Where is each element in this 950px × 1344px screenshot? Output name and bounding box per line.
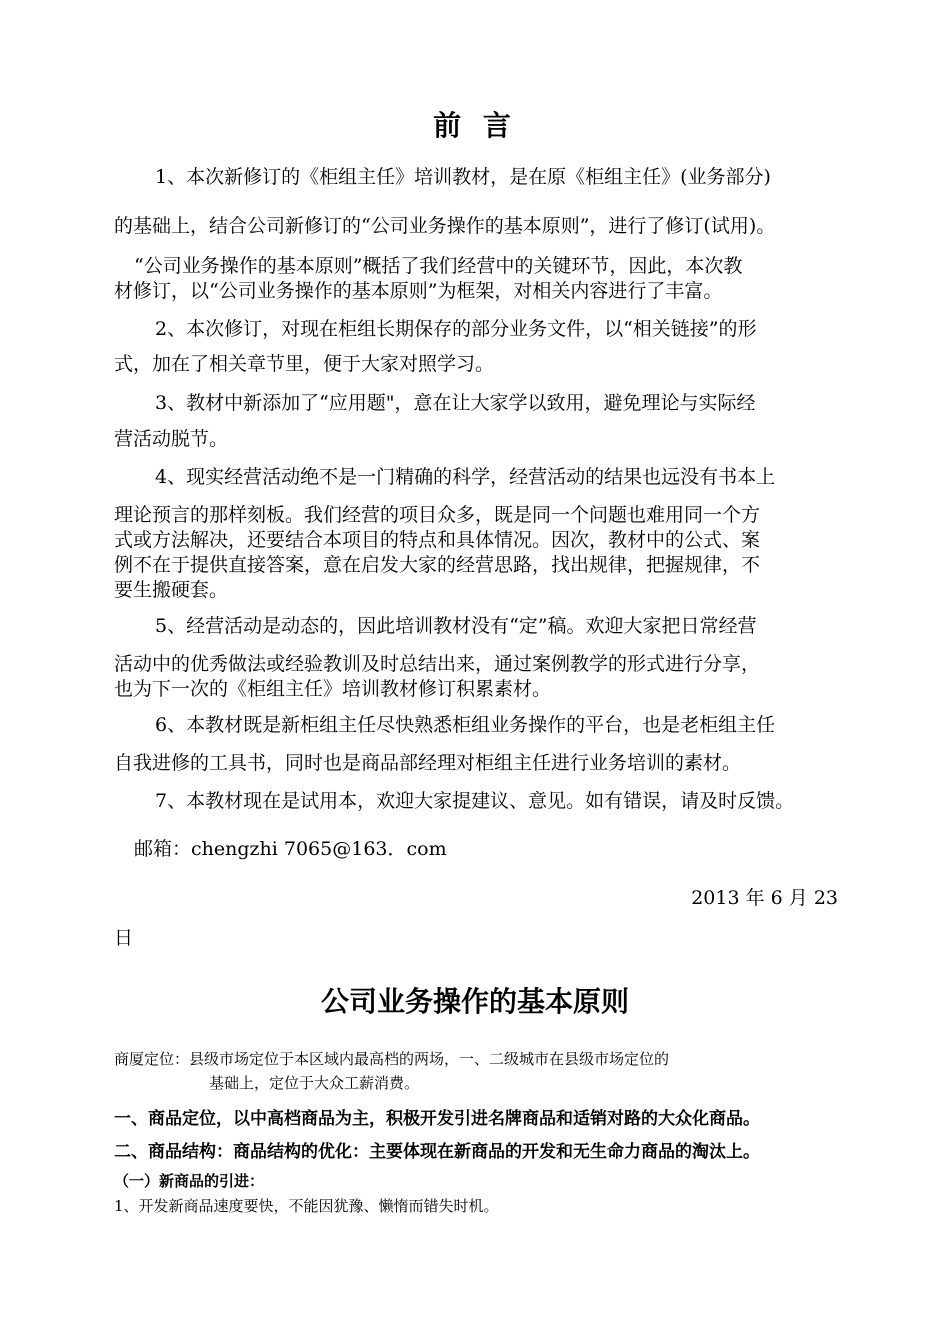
- preface-p5-line2: 活动中的优秀做法或经验教训及时总结出来，通过案例教学的形式进行分享，: [114, 653, 761, 675]
- preface-title: 前 言: [433, 109, 517, 142]
- section-product-structure: 二、商品结构：商品结构的优化：主要体现在新商品的开发和无生命力商品的淘汰上。: [114, 1142, 760, 1162]
- preface-p2-line2: 式，加在了相关章节里，便于大家对照学习。: [114, 353, 495, 375]
- market-positioning-line1: 商厦定位：县级市场定位于本区域内最高档的两场，一、二级城市在县级市场定位的: [114, 1050, 670, 1068]
- preface-p6-line1: 6、本教材既是新柜组主任尽快熟悉柜组业务操作的平台，也是老柜组主任: [155, 714, 776, 736]
- preface-p1-line2: 的基础上，结合公司新修订的“公司业务操作的基本原则”，进行了修订(试用)。: [114, 215, 776, 237]
- preface-date-day: 日: [114, 927, 134, 949]
- subsection-new-products: （一）新商品的引进：: [114, 1172, 265, 1190]
- preface-p5-line3: 也为下一次的《柜组主任》培训教材修订积累素材。: [114, 678, 552, 700]
- preface-p4-line1: 4、现实经营活动绝不是一门精确的科学，经营活动的结果也远没有书本上: [155, 466, 776, 488]
- preface-p1-line4: 材修订，以“公司业务操作的基本原则”为框架，对相关内容进行了丰富。: [114, 280, 723, 302]
- preface-p6-line2: 自我进修的工具书，同时也是商品部经理对柜组主任进行业务培训的素材。: [114, 752, 742, 774]
- preface-p1-line1: 1、本次新修订的《柜组主任》培训教材，是在原《柜组主任》(业务部分): [155, 166, 771, 188]
- market-positioning-line2: 基础上，定位于大众工薪消费。: [209, 1074, 420, 1092]
- preface-p4-line3: 式或方法解决，还要结合本项目的特点和具体情况。因次，教材中的公式、案: [114, 529, 761, 551]
- preface-p7-line1: 7、本教材现在是试用本，欢迎大家提建议、意见。如有错误，请及时反馈。: [155, 790, 795, 812]
- preface-p4-line4: 例不在于提供直接答案，意在启发大家的经营思路，找出规律，把握规律，不: [114, 554, 761, 576]
- preface-p4-line2: 理论预言的那样刻板。我们经营的项目众多，既是同一个问题也难用同一个方: [114, 504, 761, 526]
- preface-p5-line1: 5、经营活动是动态的，因此培训教材没有“定”稿。欢迎大家把日常经营: [155, 615, 757, 637]
- preface-p3-line1: 3、教材中新添加了“应用题"，意在让大家学以致用，避免理论与实际经: [155, 392, 756, 414]
- preface-p2-line1: 2、本次修订，对现在柜组长期保存的部分业务文件，以“相关链接”的形: [155, 318, 757, 340]
- preface-p4-line5: 要生搬硬套。: [114, 579, 229, 601]
- preface-p1-line3: “公司业务操作的基本原则”概括了我们经营中的关键环节，因此，本次教: [134, 255, 743, 277]
- preface-p3-line2: 营活动脱节。: [114, 428, 229, 450]
- principles-title: 公司业务操作的基本原则: [320, 985, 629, 1018]
- preface-date: 2013 年 6 月 23: [691, 887, 838, 909]
- section-product-positioning: 一、商品定位，以中高档商品为主，积极开发引进名牌商品和适销对路的大众化商品。: [114, 1109, 760, 1129]
- preface-email: 邮箱：chengzhi 7065@163．com: [134, 838, 447, 860]
- new-products-item1: 1、开发新商品速度要快，不能因犹豫、懒惰而错失时机。: [114, 1197, 499, 1215]
